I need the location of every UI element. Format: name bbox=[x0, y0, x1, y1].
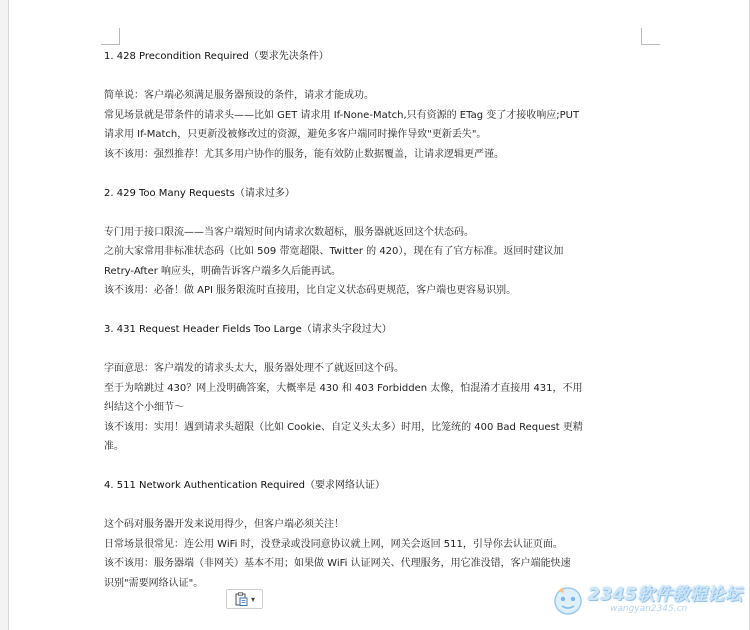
paragraph-line: 请求用 If-Match，只更新没被修改过的资源，避免多客户端同时操作导致"更新丢失"。 bbox=[104, 129, 487, 140]
chevron-down-icon: ▾ bbox=[250, 594, 255, 604]
section-heading: 4. 511 Network Authentication Required（要求网络认证） bbox=[104, 480, 386, 491]
paragraph-line: 准。 bbox=[104, 441, 124, 452]
paragraph-line: 该不该用：服务器端（非网关）基本不用；如果做 WiFi 认证网关、代理服务，用它准没错，客户端能快速 bbox=[104, 558, 571, 569]
paste-options-button[interactable] bbox=[226, 589, 263, 609]
section-heading: 3. 431 Request Header Fields Too Large（请求头字段过大） bbox=[104, 324, 392, 335]
section-heading: 1. 428 Precondition Required（要求先决条件） bbox=[104, 51, 329, 62]
section-heading: 2. 429 Too Many Requests（请求过多） bbox=[104, 187, 295, 199]
paragraph-line: 至于为啥跳过 430？网上没明确答案，大概率是 430 和 403 Forbidden 太像，怕混淆才直接用 431，不用 bbox=[104, 382, 583, 394]
paragraph-line: 简单说：客户端必须满足服务器预设的条件，请求才能成功。 bbox=[104, 90, 374, 101]
blank-line bbox=[104, 164, 644, 184]
blank-line bbox=[104, 301, 644, 321]
site-watermark bbox=[548, 576, 744, 624]
blank-line bbox=[104, 496, 644, 516]
paragraph-line: 纠结这个小细节～ bbox=[104, 402, 184, 413]
paragraph-line: 常见场景就是带条件的请求头——比如 GET 请求用 If-None-Match,只有资源的 ETag 变了才接收响应;PUT bbox=[104, 109, 580, 121]
mascot-logo-icon bbox=[550, 582, 586, 618]
paragraph-line: 日常场景很常见：连公用 WiFi 时，没登录或没同意协议就上网，网关会返回 511，引导你去认证页面。 bbox=[104, 538, 563, 550]
paragraph-line: 该不该用：强烈推荐！尤其多用户协作的服务，能有效防止数据覆盖，让请求逻辑更严谨。 bbox=[104, 148, 504, 160]
paragraph-line: 识别"需要网络认证"。 bbox=[104, 577, 204, 589]
paragraph-line: 专门用于接口限流——当客户端短时间内请求次数超标，服务器就返回这个状态码。 bbox=[104, 226, 474, 238]
watermark-brand: 2345软件教程论坛 bbox=[588, 585, 743, 605]
blank-line bbox=[104, 203, 644, 223]
paragraph-line: 字面意思：客户端发的请求头太大，服务器处理不了就返回这个码。 bbox=[104, 363, 404, 374]
paragraph-line: Retry-After 响应头，明确告诉客户端多久后能再试。 bbox=[104, 265, 342, 277]
paragraph-line: 该不该用：实用！遇到请求头超限（比如 Cookie、自定义头太多）时用，比笼统的 400 Bad Request 更精 bbox=[104, 421, 583, 433]
clipboard-icon bbox=[234, 592, 248, 606]
paragraph-line: 该不该用：必备！做 API 服务限流时直接用，比自定义状态码更规范，客户端也更容易识别。 bbox=[104, 285, 517, 296]
blank-line bbox=[104, 457, 644, 477]
paragraph-line: 之前大家常用非标准状态码（比如 509 带宽超限、Twitter 的 420），现在有了官方标准。返回时建议加 bbox=[104, 246, 564, 257]
paragraph-line: 这个码对服务器开发来说用得少，但客户端必须关注！ bbox=[104, 519, 344, 530]
crop-mark-top-left bbox=[101, 28, 120, 45]
document-body[interactable] bbox=[104, 47, 644, 593]
crop-mark-top-right bbox=[641, 28, 660, 45]
watermark-url: wangyan2345.cn bbox=[610, 604, 688, 614]
blank-line bbox=[104, 67, 644, 87]
blank-line bbox=[104, 340, 644, 360]
